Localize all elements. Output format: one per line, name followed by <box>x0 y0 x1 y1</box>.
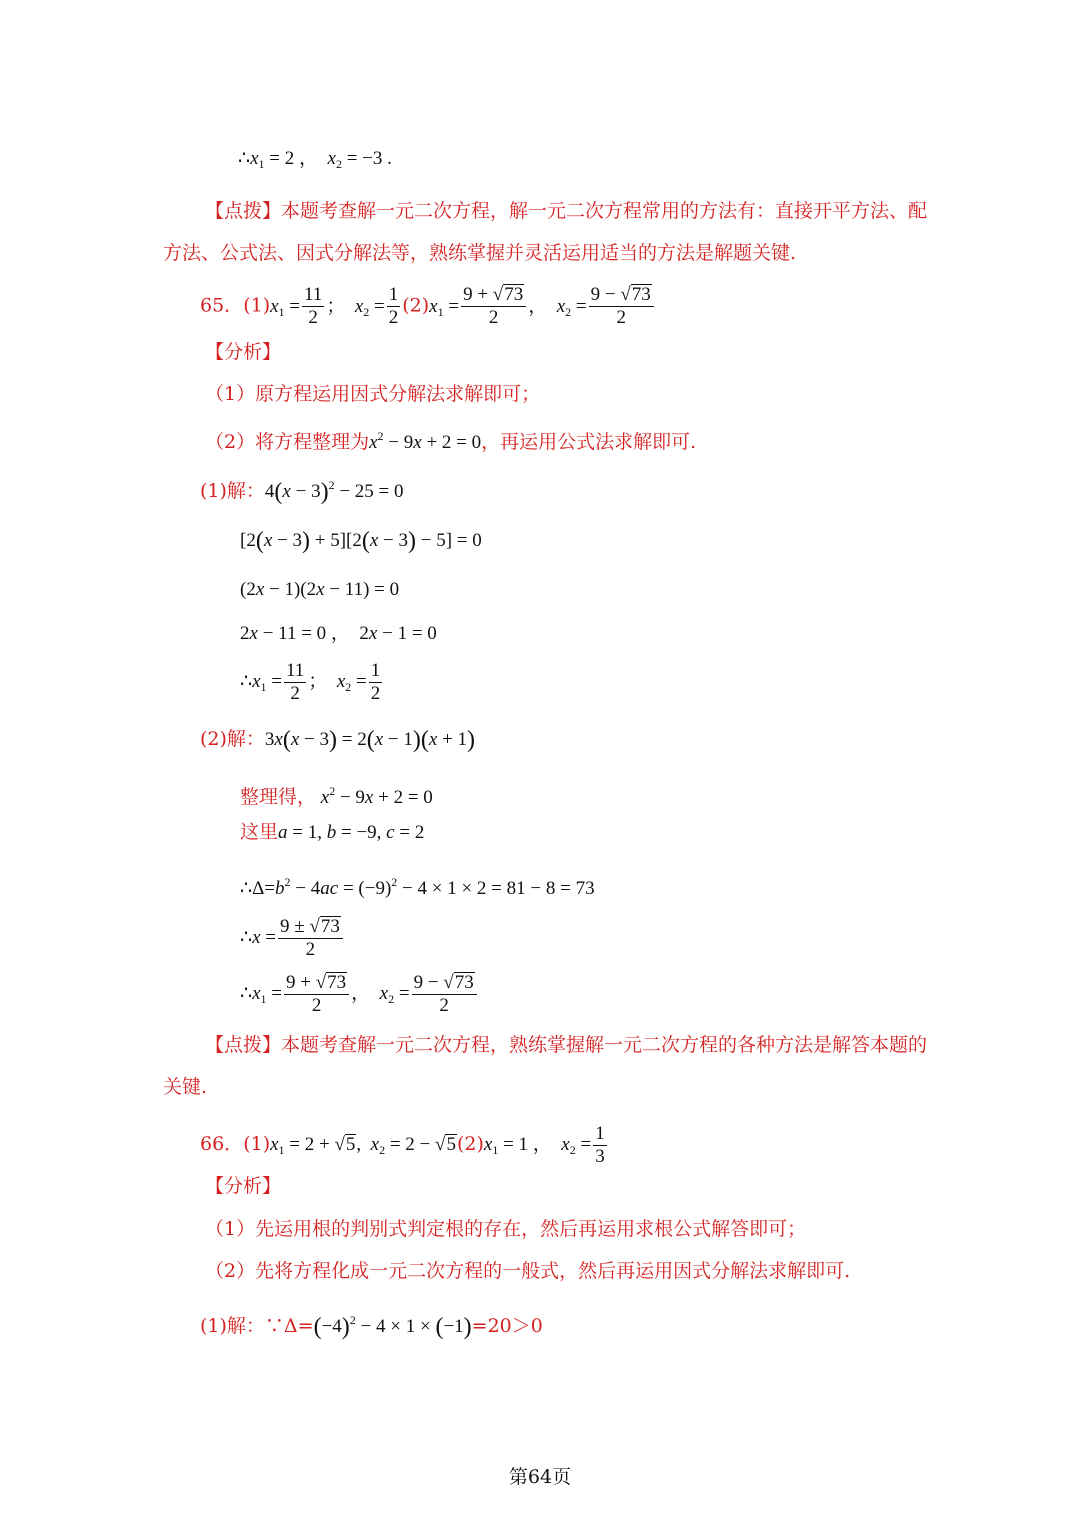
part-2-label: (2) <box>402 294 430 317</box>
answer-66: 66．$(1)x_1 = 2 + √5$, $x_2 = 2 - √5(2)x_1 = 1$ ， $x_2$ = $\frac{1}{3}$ <box>200 1123 605 1167</box>
fraction: $\frac{9 - √73}{2}$ <box>589 284 654 329</box>
answer-65: 65．$(1)x_1$ = $\frac{11}{2}$ ； $x_2$ = $\frac{1}{2}$ $(2)x_1$ = $\frac{9 + √73}{2}$ ， $x_2$ = $\frac{9 - √73}{2}$ <box>200 284 656 329</box>
hint-65-line2: 关键. <box>163 1076 208 1098</box>
fraction: $\frac{11}{2}$ <box>304 284 323 328</box>
analysis-label-66: 【分析】 <box>205 1175 282 1197</box>
roots-65-2: $\therefore x_1$ = $\frac{9 + √73}{2}$ ， $x_2$ = $\frac{9 - √73}{2}$ <box>240 972 479 1017</box>
solution-66-1: (1)解：$\because\Delta=(-4)^2 - 4 \times 1 \times (-1)=20>0$ <box>200 1313 543 1340</box>
coefficients: 这里a = 1, b = −9, c = 2 <box>240 821 425 843</box>
arrange-step: 整理得， $x^2 - 9x + 2 = 0$ <box>240 784 433 808</box>
step-4: $\therefore x_1$ = $\frac{11}{2}$ ； $x_2$ = $\frac{1}{2}$ <box>240 660 381 704</box>
discriminant: $\therefore\Delta=b^2 - 4ac = (-9)^2 - 4 \times 1 \times 2 = 81 - 8 = 73$ <box>240 875 595 899</box>
result-line-64: $\therefore x_1 = 2$ ， $x_2 = -3$ . <box>238 148 392 171</box>
part-1-label: (1) <box>243 294 271 317</box>
analysis-66-2: （2）先将方程化成一元二次方程的一般式，然后再运用因式分解法求解即可. <box>205 1260 851 1282</box>
solution-65-2: (2)解：3x(x − 3) = 2(x − 1)(x + 1) <box>200 727 476 753</box>
fraction: $\frac{9 + √73}{2}$ <box>461 284 526 329</box>
hint-65-line1: 【点拨】本题考查解一元二次方程，熟练掌握解一元二次方程的各种方法是解答本题的 <box>205 1034 928 1056</box>
analysis-65-1: （1）原方程运用因式分解法求解即可； <box>205 383 541 405</box>
question-number-65: 65． <box>200 294 244 317</box>
step-1: [2(x − 3) + 5][2(x − 3) − 5] = 0 <box>240 528 482 554</box>
step-2: (2x − 1)(2x − 11) = 0 <box>240 579 400 600</box>
analysis-66-1: （1）先运用根的判别式判定根的存在，然后再运用求根公式解答即可； <box>205 1218 807 1240</box>
page-number: 第64页 <box>508 1466 572 1488</box>
hint-64-line2: 方法、公式法、因式分解法等，熟练掌握并灵活运用适当的方法是解题关键. <box>163 242 797 264</box>
root-formula: ∴x = $\frac{9 \pm √73}{2}$ <box>240 916 345 961</box>
solution-65-1: (1)解：$4(x - 3)^2 - 25 = 0$ <box>200 478 404 505</box>
analysis-65-2: （2）将方程整理为$x^2 - 9x + 2 = 0$，再运用公式法求解即可. <box>205 429 697 453</box>
hint-64-line1: 【点拨】本题考查解一元二次方程，解一元二次方程常用的方法有：直接开平方法、配 <box>205 200 928 222</box>
analysis-label-65: 【分析】 <box>205 341 282 363</box>
step-3: 2x − 11 = 0 ， 2x − 1 = 0 <box>240 623 437 644</box>
fraction: $\frac{1}{2}$ <box>388 284 399 328</box>
